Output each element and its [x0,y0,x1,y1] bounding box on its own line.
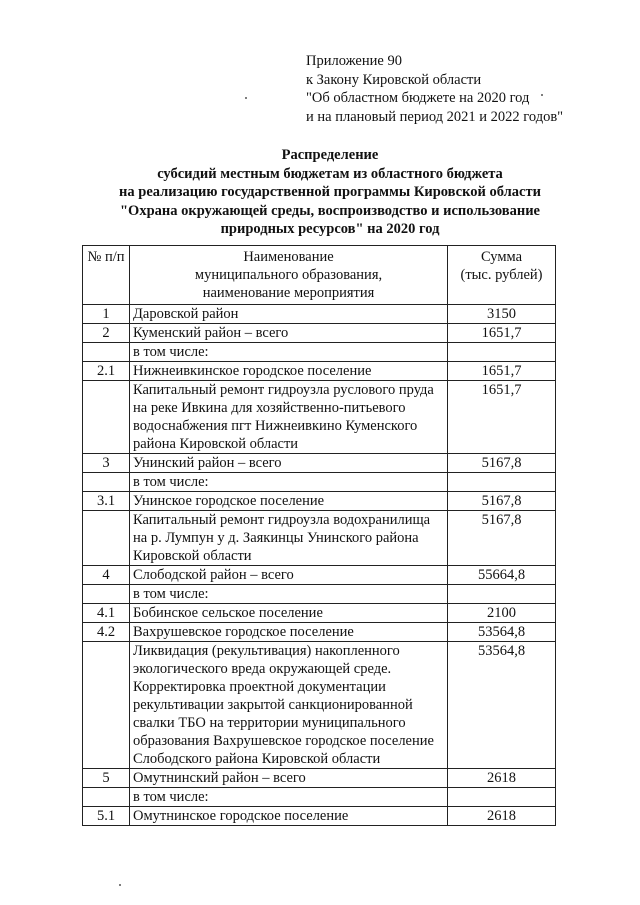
row-num: 3.1 [83,492,130,511]
row-name: Капитальный ремонт гидроузла руслового пруда на реке Ивкина для хозяйственно-питьевого водоснабжения пгт Нижнеивкино Куменского района Кировской области [130,381,448,454]
header-sum [448,246,556,305]
table-row [83,473,556,492]
title-line-2: субсидий местным бюджетам из областного бюджета [157,165,503,182]
table-row [83,362,556,381]
table-row [83,381,556,454]
row-name: Унинский район – всего [130,454,448,473]
row-num [83,788,130,807]
row-sum [448,343,556,362]
title-line-4: "Охрана окружающей среды, воспроизводство и использование [120,202,540,219]
row-name: Даровской район [130,305,448,324]
row-name: Вахрушевское городское поселение [130,623,448,642]
row-num: 3 [83,454,130,473]
header-num: № п/п [83,246,130,305]
header-name-line-3: наименование мероприятия [202,285,375,301]
row-num: 5 [83,769,130,788]
appendix-line-2: к Закону Кировской области [306,71,482,88]
title-line-5: природных ресурсов" на 2020 год [220,221,440,237]
row-name: в том числе: [130,788,448,807]
row-num: 2 [83,324,130,343]
row-sum: 2618 [448,807,556,826]
table-row [83,769,556,788]
table-row [83,324,556,343]
table-row [83,566,556,585]
row-sum: 2100 [448,604,556,623]
row-name: в том числе: [130,585,448,604]
row-num [83,642,130,769]
row-num: 5.1 [83,807,130,826]
row-num: 1 [83,305,130,324]
row-num [83,381,130,454]
row-sum: 53564,8 [448,623,556,642]
header-name [130,246,448,305]
row-sum [448,585,556,604]
row-sum: 5167,8 [448,511,556,566]
row-name: Куменский район – всего [130,324,448,343]
row-name: Бобинское сельское поселение [130,604,448,623]
table-row [83,585,556,604]
row-sum: 1651,7 [448,381,556,454]
table-row [83,511,556,566]
subsidy-table [82,245,556,826]
row-name: Нижнеивкинское городское поселение [130,362,448,381]
header-sum-line-2: (тыс. рублей) [460,267,543,283]
table-row [83,807,556,826]
table-row [83,642,556,769]
row-num [83,343,130,362]
row-sum: 5167,8 [448,454,556,473]
document-title [80,146,580,239]
table-row [83,788,556,807]
row-name: в том числе: [130,343,448,362]
table-row [83,305,556,324]
row-name: Омутнинское городское поселение [130,807,448,826]
row-sum: 55664,8 [448,566,556,585]
table-row [83,343,556,362]
row-num: 4.2 [83,623,130,642]
row-name: Слободской район – всего [130,566,448,585]
row-sum: 1651,7 [448,362,556,381]
row-name: Омутнинский район – всего [130,769,448,788]
scan-speck [541,94,543,96]
title-line-3: на реализацию государственной программы Кировской области [119,184,541,200]
table-row [83,623,556,642]
row-sum: 2618 [448,769,556,788]
table-row [83,454,556,473]
header-sum-line-1: Сумма [480,249,523,265]
row-name: в том числе: [130,473,448,492]
header-name-line-2: муниципального образования, [194,267,383,283]
row-num: 4 [83,566,130,585]
row-sum: 1651,7 [448,324,556,343]
header-name-line-1: Наименование [243,249,334,265]
row-name: Капитальный ремонт гидроузла водохранилища на р. Лумпун у д. Заякинцы Унинского района Кировской области [130,511,448,566]
title-line-1: Распределение [281,147,379,163]
scan-speck [119,884,121,886]
row-num: 4.1 [83,604,130,623]
row-num [83,473,130,492]
row-sum: 3150 [448,305,556,324]
row-name: Ликвидация (рекультивация) накопленного экологического вреда окружающей среде. Корректировка проектной документации рекультивации закрытой санкционированной свалки ТБО на территории муниципального образования Вахрушевское городское поселение Слободского района Кировской области [130,642,448,769]
table-row [83,604,556,623]
table-row [83,492,556,511]
row-num [83,585,130,604]
row-sum: 5167,8 [448,492,556,511]
appendix-line-3: "Об областном бюджете на 2020 год [306,90,530,106]
row-name: Унинское городское поселение [130,492,448,511]
row-sum: 53564,8 [448,642,556,769]
table-header-row [83,246,556,305]
row-sum [448,473,556,492]
appendix-block [306,52,563,126]
scan-speck [245,97,247,99]
row-num: 2.1 [83,362,130,381]
appendix-line-4: и на плановый период 2021 и 2022 годов" [306,108,564,125]
row-sum [448,788,556,807]
row-num [83,511,130,566]
appendix-line-1: Приложение 90 [306,53,402,69]
